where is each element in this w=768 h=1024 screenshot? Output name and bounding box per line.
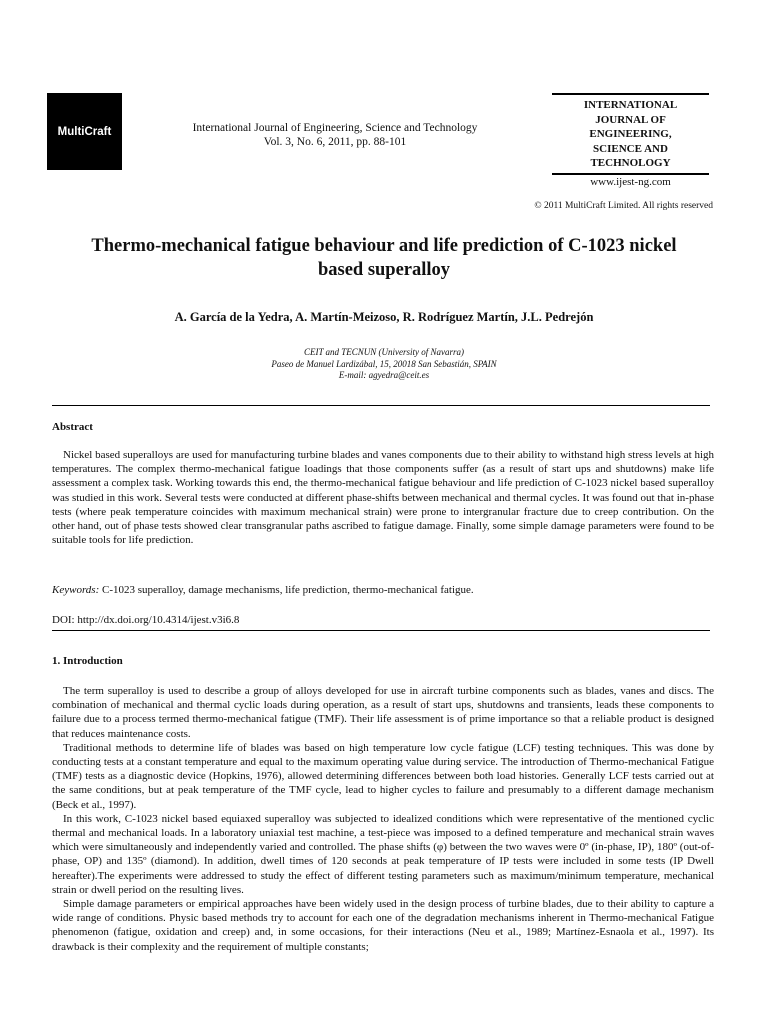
abstract-paragraph: Nickel based superalloys are used for manufacturing turbine blades and vanes components due to their ability to withstand high stress levels at high temperatures. The complex thermo-mechanical fatigue loadings that those components suffer (as a result of start ups and shutdowns) make life assessment a complex task. Working towards this end, the thermo-mechanical fatigue behaviour and life prediction of C-1023 nickel based superalloy was studied in this work. Several tests were conducted at different phase-shifts between mechanical and thermal cycles. It was found out that in-phase tests (where peak temperature coincides with maximum mechanical strain) were prone to intergranular fracture due to creep contribution. On the other hand, out of phase tests showed clear transgranular paths ascribed to fatigue damage. Finally, some simple damage parameters were found to be suitable tools for life prediction.	[52, 449, 714, 547]
doi-line[interactable]: DOI: http://dx.doi.org/10.4314/ijest.v3i6.8	[52, 614, 240, 626]
affiliation-email: E-mail: agyedra@ceit.es	[338, 370, 430, 380]
introduction-body	[52, 684, 714, 954]
journal-box-line: JOURNAL OF	[595, 113, 666, 126]
affiliation	[40, 347, 728, 382]
logo-text: MultiCraft	[57, 125, 112, 138]
journal-box-line: INTERNATIONAL	[583, 99, 678, 111]
journal-box-line: SCIENCE AND	[593, 142, 668, 155]
divider	[52, 405, 710, 406]
title-line: based superalloy	[317, 260, 451, 280]
journal-info	[170, 121, 500, 149]
paragraph: The term superalloy is used to describe a group of alloys developed for use in aircraft turbine components such as blades, vanes and discs. The combination of mechanical and thermal cyclic loads during operation, as a result of start ups, shutdowns and transients, leads these components to failure due to a process termed thermo-mechanical fatigue (TMF). Their life assessment is of prime importance so that a reliable product is designed that reduces maintenance costs.	[52, 685, 714, 740]
keywords-list: C-1023 superalloy, damage mechanisms, life prediction, thermo-mechanical fatigue.	[99, 584, 474, 596]
journal-url[interactable]: www.ijest-ng.com	[590, 176, 671, 188]
paragraph: Simple damage parameters or empirical approaches have been widely used in the design process of turbine blades, due to their ability to capture a wide range of conditions. Physic based methods try to account for each one of the degradation mechanisms inherent in Thermo-mechanical Fatigue phenomenon (fatigue, oxidation and creep) and, in some occasions, for their interactions (Neu et al., 1989; Martínez-Esnaola et al., 1997). Its drawback is their complexity and the requirement of multiple constants;	[52, 898, 714, 953]
publisher-logo	[47, 93, 122, 170]
introduction-heading: 1. Introduction	[52, 655, 123, 667]
journal-name: International Journal of Engineering, Science and Technology	[192, 122, 478, 134]
affiliation-address: Paseo de Manuel Lardizábal, 15, 20018 San Sebastián, SPAIN	[271, 358, 497, 369]
journal-box-line: TECHNOLOGY	[590, 157, 671, 169]
abstract-heading: Abstract	[52, 421, 93, 433]
author-list: A. García de la Yedra, A. Martín-Meizoso, R. Rodríguez Martín, J.L. Pedrejón	[174, 310, 594, 324]
paragraph: Traditional methods to determine life of blades was based on high temperature low cycle fatigue (LCF) testing techniques. This was done by conducting tests at a constant temperature and equal to the maximum operating value during service. The introduction of Thermo-mechanical Fatigue (TMF) tests as a diagnostic device (Hopkins, 1976), allowed determining differences between both load histories. Generally LCF tests carried out at the same conditions, but at peak temperature of the TMF cycle, lead to higher cycles to failure and presumably to a different damage mechanism (Beck et al., 1997).	[52, 741, 714, 811]
divider	[52, 630, 710, 631]
journal-volume: Vol. 3, No. 6, 2011, pp. 88-101	[263, 136, 407, 148]
affiliation-institution: CEIT and TECNUN (University of Navarra)	[303, 347, 465, 357]
journal-box-line: ENGINEERING,	[589, 128, 672, 140]
paper-title	[40, 234, 728, 282]
copyright-notice: © 2011 MultiCraft Limited. All rights reserved	[534, 201, 713, 211]
title-line: Thermo-mechanical fatigue behaviour and life prediction of C-1023 nickel	[91, 236, 677, 256]
keywords	[52, 584, 714, 596]
journal-title-box	[552, 93, 709, 175]
keywords-label: Keywords:	[52, 584, 100, 596]
abstract-text	[52, 448, 714, 547]
paragraph: In this work, C-1023 nickel based equiaxed superalloy was subjected to idealized conditions which were representative of the mentioned cyclic thermal and mechanical loads. In a laboratory uniaxial test machine, a test-piece was imposed to a defined temperature and mechanical strain waves which were simultaneously and independently varied and controlled. The phase shifts (φ) between the two waves were 0º (in-phase, IP), 180º (out-of-phase, OP) and 135º (diamond). In addition, dwell times of 120 seconds at peak temperature of IP tests were included in some tests (IP Dwell hereafter).The experiments were addressed to study the effect of different testing parameters such as maximum/minimum temperature, mechanical strain or dwell period on the resulting lives.	[52, 812, 714, 896]
